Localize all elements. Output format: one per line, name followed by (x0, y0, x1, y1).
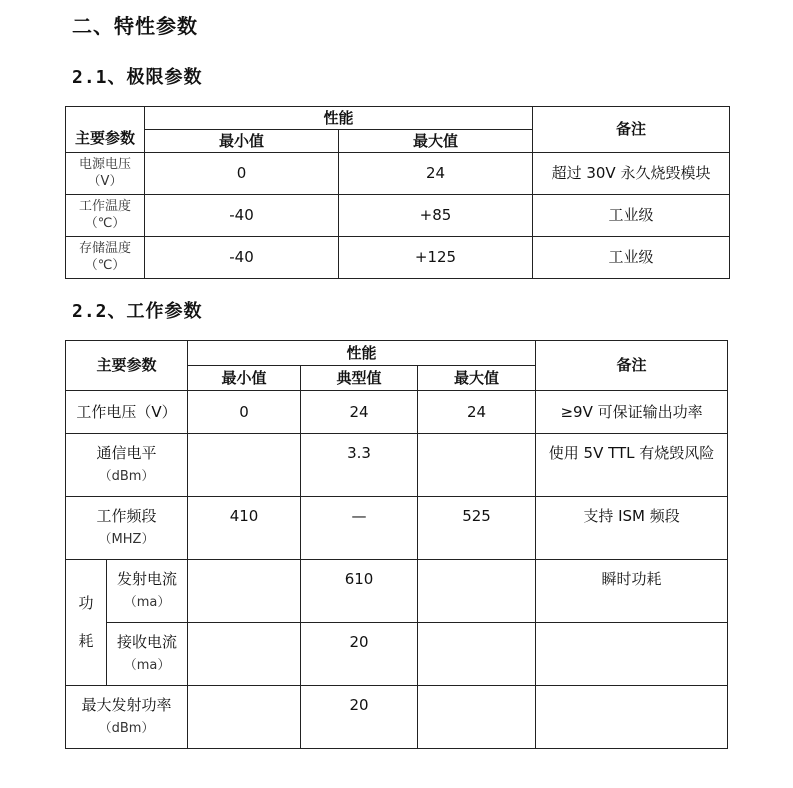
param-name: 工作频段 （MHZ） (66, 497, 188, 560)
typ-value: 20 (301, 686, 418, 749)
table-row (66, 686, 728, 749)
section-title: 二、特性参数 (72, 14, 198, 38)
max-value: 24 (418, 391, 536, 434)
min-value (188, 560, 301, 623)
header-max: 最大值 (339, 130, 533, 153)
limit-params-heading: 2.1、极限参数 (72, 67, 203, 88)
max-value: 525 (418, 497, 536, 560)
note: 使用 5V TTL 有烧毁风险 (536, 434, 728, 497)
note: 瞬时功耗 (536, 560, 728, 623)
table-row (66, 560, 728, 623)
max-value: 24 (339, 153, 533, 195)
typ-value: 20 (301, 623, 418, 686)
min-value: 0 (188, 391, 301, 434)
table-row (66, 237, 730, 279)
max-value (418, 434, 536, 497)
table-row (66, 153, 730, 195)
note: 支持 ISM 频段 (536, 497, 728, 560)
note: 工业级 (533, 195, 730, 237)
header-performance: 性能 (188, 341, 536, 366)
min-value: -40 (145, 237, 339, 279)
header-max: 最大值 (418, 366, 536, 391)
note: 超过 30V 永久烧毁模块 (533, 153, 730, 195)
table-row (66, 623, 728, 686)
min-value: 0 (145, 153, 339, 195)
table-row (66, 391, 728, 434)
param-name: 通信电平 （dBm） (66, 434, 188, 497)
work-params-heading: 2.2、工作参数 (72, 301, 203, 322)
typ-value: 610 (301, 560, 418, 623)
header-note: 备注 (536, 341, 728, 391)
header-performance: 性能 (145, 107, 533, 130)
table-row (66, 434, 728, 497)
header-min: 最小值 (188, 366, 301, 391)
typ-value: 3.3 (301, 434, 418, 497)
note (536, 623, 728, 686)
table-row (66, 195, 730, 237)
max-value (418, 560, 536, 623)
typ-value: — (301, 497, 418, 560)
max-value (418, 686, 536, 749)
param-name: 接收电流 （ma） (107, 623, 188, 686)
header-main-param: 主要参数 (66, 341, 188, 391)
typ-value: 24 (301, 391, 418, 434)
work-params-table (65, 340, 728, 749)
param-name: 发射电流 （ma） (107, 560, 188, 623)
table-row (66, 497, 728, 560)
max-value: +125 (339, 237, 533, 279)
min-value: -40 (145, 195, 339, 237)
param-name: 工作温度 （℃） (66, 195, 145, 237)
power-group-label: 功 耗 (66, 560, 107, 686)
note: ≥9V 可保证输出功率 (536, 391, 728, 434)
header-min: 最小值 (145, 130, 339, 153)
param-name: 工作电压（V） (66, 391, 188, 434)
note: 工业级 (533, 237, 730, 279)
max-value (418, 623, 536, 686)
param-name: 最大发射功率 （dBm） (66, 686, 188, 749)
min-value (188, 623, 301, 686)
param-name: 存储温度 （℃） (66, 237, 145, 279)
min-value (188, 434, 301, 497)
param-name: 电源电压 （V） (66, 153, 145, 195)
note (536, 686, 728, 749)
min-value: 410 (188, 497, 301, 560)
header-note: 备注 (533, 107, 730, 153)
min-value (188, 686, 301, 749)
max-value: +85 (339, 195, 533, 237)
limit-params-table (65, 106, 730, 279)
header-typ: 典型值 (301, 366, 418, 391)
header-main-param: 主要参数 (66, 107, 145, 153)
